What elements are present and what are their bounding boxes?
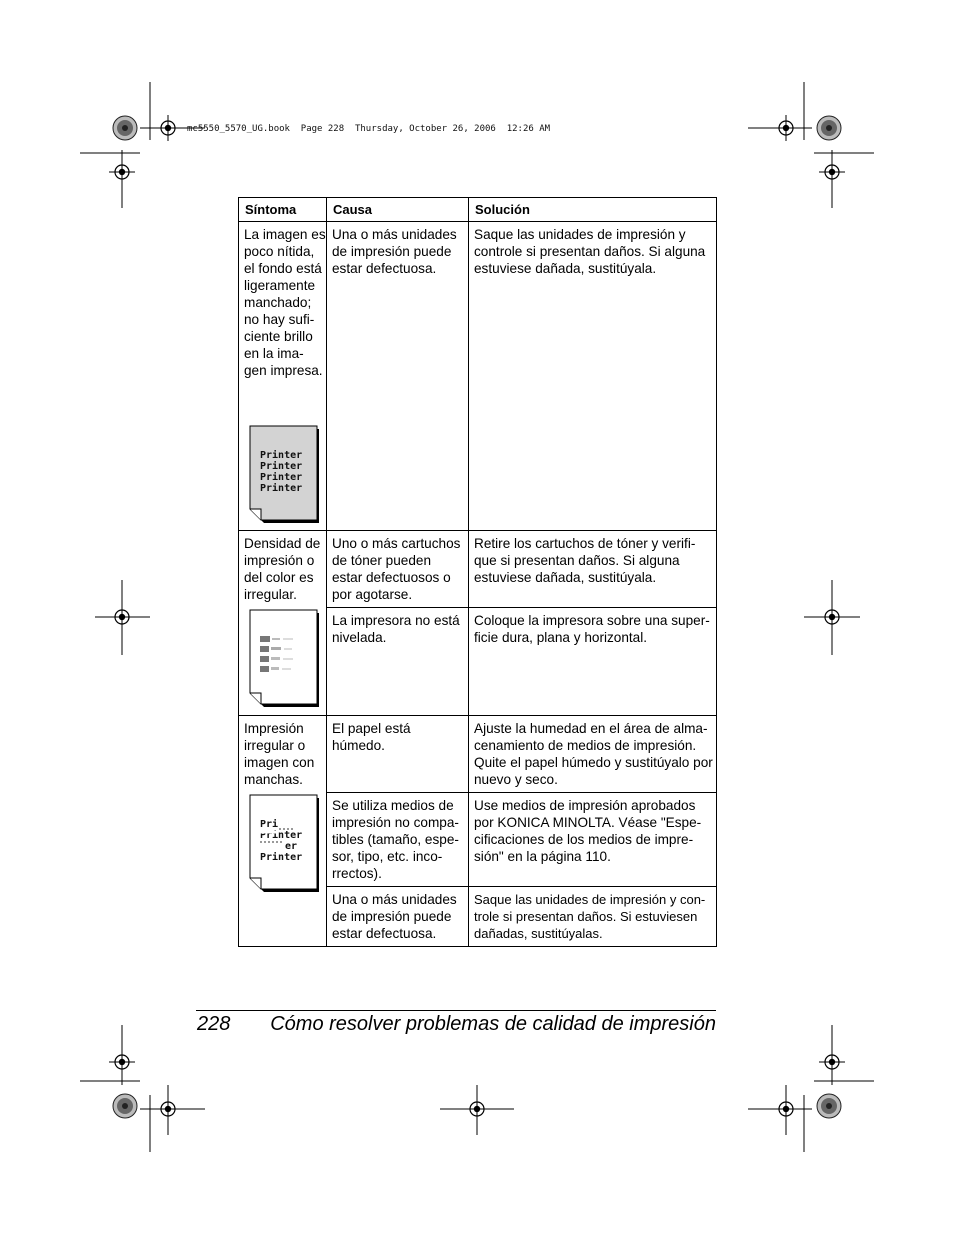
symptom-cell (239, 222, 327, 531)
cause-cell: Se utiliza medios de impresión no compa- tibles (tamaño, espe- sor, tipo, etc. inco- rrectos). (327, 793, 469, 887)
table-row (239, 531, 717, 608)
cause-cell: Una o más unidades de impresión puede estar defectuosa. (327, 222, 469, 531)
thumb-text-line: Printer (260, 483, 303, 494)
thumb-text-line: Printer (260, 461, 303, 472)
solution-cell: Use medios de impresión aprobados por KONICA MINOLTA. Véase "Espe- cificaciones de los medios de impre- sión" en la página 110. (469, 793, 717, 887)
page-number: 228 (197, 1013, 231, 1035)
header-symptom: Síntoma (239, 198, 327, 222)
solution-cell: Ajuste la humedad en el área de alma- cenamiento de medios de impresión. Quite el papel húmedo y sustitúyalo por nuevo y seco. (469, 716, 717, 793)
cause-cell: La impresora no está nivelada. (327, 608, 469, 716)
thumb-text-line: er (285, 841, 298, 852)
solution-cell: Retire los cartuchos de tóner y verifi- que si presentan daños. Si alguna estuviese dañada, sustitúyala. (469, 531, 717, 608)
symptom-text: Impresión irregular o imagen con manchas. (244, 721, 315, 787)
thumb-text-line: Printer (260, 450, 303, 461)
table-row (239, 222, 717, 531)
symptom-text: La imagen es poco nítida, el fondo está ligeramente manchado; no hay sufi- ciente brillo en la ima- gen impresa. (244, 227, 326, 378)
symptom-text: Densidad de impresión o del color es irregular. (244, 536, 321, 602)
thumb-text-line: Printer (260, 852, 303, 863)
cause-cell: Una o más unidades de impresión puede estar defectuosa. (327, 887, 469, 947)
symptom-cell (239, 531, 327, 716)
header-cause: Causa (327, 198, 469, 222)
solution-cell: Coloque la impresora sobre una super- ficie dura, plana y horizontal. (469, 608, 717, 716)
header-solution: Solución (469, 198, 717, 222)
chapter-title: Cómo resolver problemas de calidad de impresión (270, 1013, 716, 1035)
uneven-density-sample-image (247, 607, 319, 707)
cause-cell: Uno o más cartuchos de tóner pueden estar defectuosos o por agotarse. (327, 531, 469, 608)
thumb-text-line: Printer (260, 472, 303, 483)
symptom-cell (239, 716, 327, 947)
footer-rule (196, 1010, 716, 1011)
table-row (239, 716, 717, 793)
cause-cell: El papel está húmedo. (327, 716, 469, 793)
thumb-text-line: Printer (260, 830, 303, 841)
file-stamp: mc5550_5570_UG.book Page 228 Thursday, October 26, 2006 12:26 AM (187, 124, 551, 134)
troubleshooting-table (238, 197, 717, 947)
thumb-text-line: Pri (260, 819, 279, 830)
table-header-row (239, 198, 717, 222)
faded-print-sample-image (247, 423, 319, 523)
smeared-print-sample-image (247, 792, 319, 892)
solution-cell: Saque las unidades de impresión y con- trole si presentan daños. Si estuviesen dañadas, sustitúyalas. (469, 887, 717, 947)
solution-cell: Saque las unidades de impresión y controle si presentan daños. Si alguna estuviese dañada, sustitúyala. (469, 222, 717, 531)
